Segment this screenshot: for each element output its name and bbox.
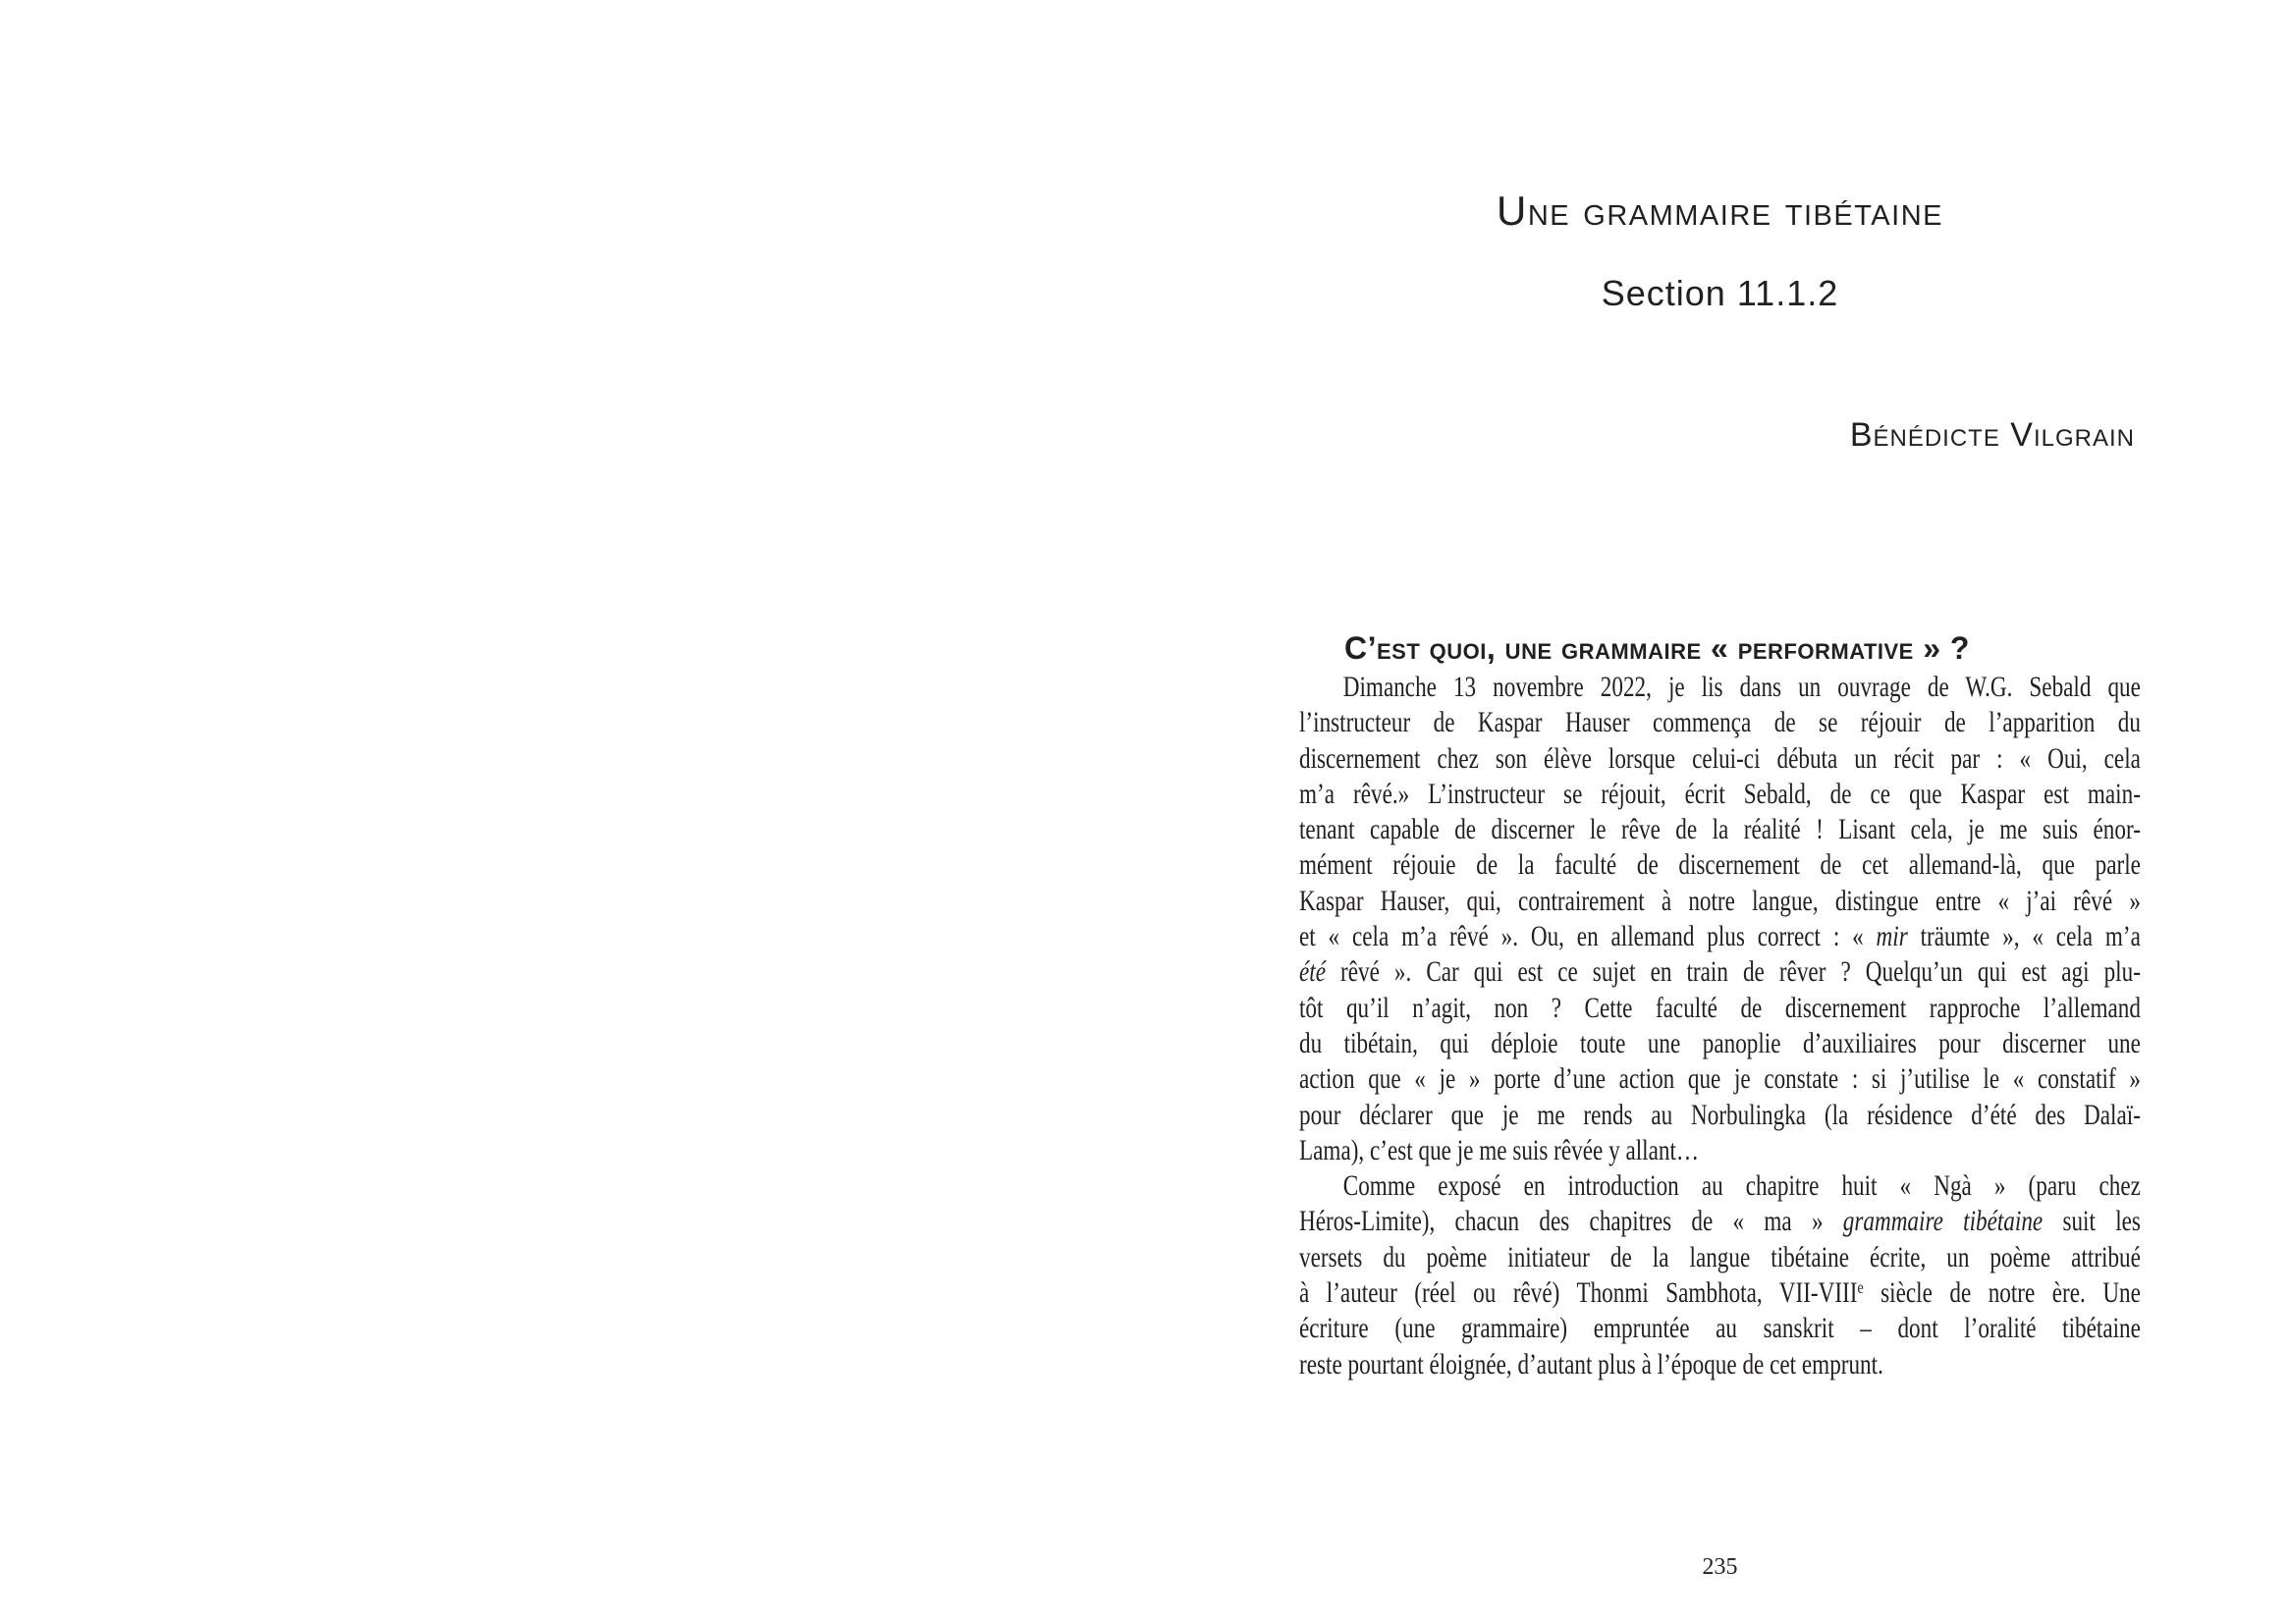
body-line — [1299, 1026, 2141, 1061]
body-line — [1299, 919, 2141, 954]
body-line — [1299, 705, 2141, 740]
text-column — [1299, 0, 2141, 1624]
page-number: 235 — [1702, 1554, 1738, 1580]
body-line — [1299, 884, 2141, 919]
text-run: rêvé ». Car qui est ce sujet en train de rêver ? Quelqu’un qui est agi plu- — [1325, 955, 2141, 989]
body-line — [1299, 1240, 2141, 1275]
superscript-run: e — [1857, 1277, 1864, 1298]
italic-run: été — [1299, 955, 1326, 989]
text-run: du tibétain, qui déploie toute une panoplie d’auxiliaires pour discerner une — [1299, 1026, 2141, 1059]
page-title: Une grammaire tibétaine — [1496, 188, 1943, 234]
text-run: Kaspar Hauser, qui, contrairement à notre langue, distingue entre « j’ai rêvé » — [1299, 884, 2141, 917]
text-run: siècle de notre ère. Une — [1863, 1276, 2141, 1310]
text-run: m’a rêvé.» L’instructeur se réjouit, écrit Sebald, de ce que Kaspar est main- — [1299, 777, 2141, 810]
body-line — [1299, 1275, 2141, 1311]
body-text — [1299, 670, 2141, 1382]
body-line — [1299, 670, 2141, 705]
author-name: Bénédicte Vilgrain — [1849, 416, 2135, 454]
text-run: écriture (une grammaire) empruntée au sanskrit – dont l’oralité tibétaine — [1299, 1312, 2141, 1345]
text-run: mément réjouie de la faculté de discernement de cet allemand-là, que parle — [1299, 848, 2141, 882]
italic-run: grammaire tibétaine — [1842, 1205, 2044, 1238]
body-line — [1299, 1311, 2141, 1346]
body-line — [1299, 1204, 2141, 1239]
text-run: Héros-Limite), chacun des chapitres de « ma » — [1299, 1205, 1843, 1238]
body-line — [1299, 991, 2141, 1026]
text-run: action que « je » porte d’une action que je constate : si j’utilise le « constatif » — [1299, 1062, 2141, 1096]
section-heading: C’est quoi, une grammaire « performative » ? — [1344, 630, 1970, 666]
text-run: tenant capable de discerner le rêve de la réalité ! Lisant cela, je me suis énor- — [1299, 813, 2141, 846]
text-run: suit les — [2043, 1205, 2141, 1238]
body-line — [1299, 1168, 2141, 1204]
body-line — [1299, 812, 2141, 847]
text-run: tôt qu’il n’agit, non ? Cette faculté de discernement rapproche l’allemand — [1299, 991, 2141, 1024]
text-run: Lama), c’est que je me suis rêvée y allant… — [1299, 1133, 1700, 1166]
body-line — [1299, 847, 2141, 883]
body-line — [1299, 954, 2141, 990]
text-run: l’instructeur de Kaspar Hauser commença de se réjouir de l’apparition du — [1299, 706, 2141, 739]
body-line — [1299, 741, 2141, 777]
body-line — [1299, 1347, 2141, 1382]
italic-run: mir — [1876, 920, 1908, 953]
text-run: Dimanche 13 novembre 2022, je lis dans un ouvrage de W.G. Sebald que — [1342, 671, 2141, 703]
paragraph — [1299, 1168, 2141, 1382]
text-run: Comme exposé en introduction au chapitre huit « Ngà » (paru chez — [1342, 1169, 2141, 1203]
body-line — [1299, 777, 2141, 812]
text-run: versets du poème initiateur de la langue tibétaine écrite, un poème attribué — [1299, 1240, 2141, 1273]
body-line — [1299, 1098, 2141, 1133]
body-line — [1299, 1061, 2141, 1097]
paragraph — [1299, 670, 2141, 1168]
text-run: träumte », « cela m’a — [1907, 920, 2141, 953]
body-line — [1299, 1133, 2141, 1168]
text-run: reste pourtant éloignée, d’autant plus à l’époque de cet emprunt. — [1299, 1347, 1883, 1380]
text-run: pour déclarer que je me rends au Norbulingka (la résidence d’été des Dalaï- — [1299, 1098, 2141, 1131]
text-run: et « cela m’a rêvé ». Ou, en allemand plus correct : « — [1299, 920, 1877, 953]
text-run: discernement chez son élève lorsque celui-ci débuta un récit par : « Oui, cela — [1299, 741, 2141, 775]
text-run: à l’auteur (réel ou rêvé) Thonmi Sambhota, VII-VIII — [1299, 1276, 1858, 1310]
section-number: Section 11.1.2 — [1601, 273, 1839, 313]
